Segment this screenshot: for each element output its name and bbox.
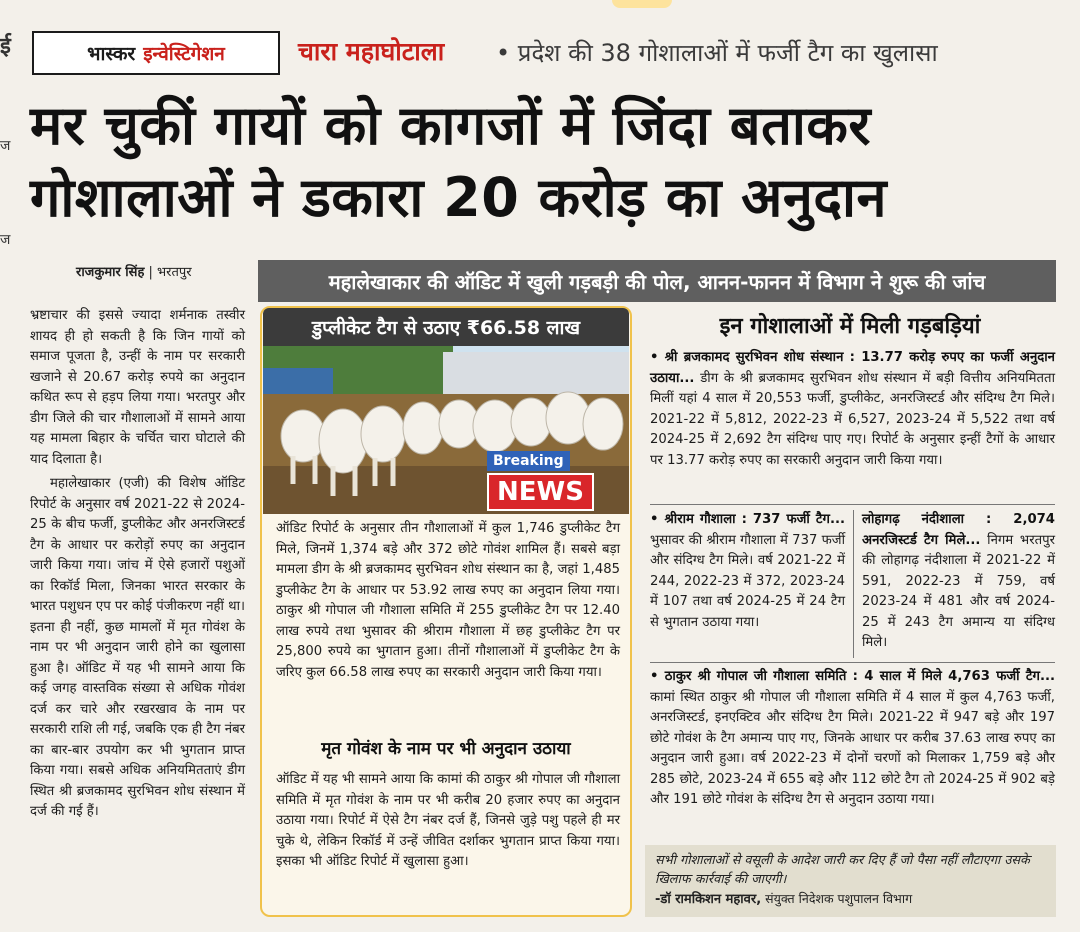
quote-box (645, 845, 1056, 917)
middle-subtitle: मृत गोवंश के नाम पर भी अनुदान उठाया (321, 739, 571, 759)
divider (650, 662, 1055, 663)
section-brajkamad (650, 348, 1055, 471)
headline-line-2: गोशालाओं ने डकारा 20 करोड़ का अनुदान (30, 166, 887, 229)
section-brajkamad-body: डीग के श्री ब्रजकामद सुरभिवन शोध संस्थान में बड़ी वित्तीय अनियमितता मिलीं यहां 4 साल में 20,553 फर्जी, डुप्लीकेट, अनरजिस्टर्ड और संदिग्ध टैग मिले। 2021-22 में 5,812, 2022-23 में 6,527, 2023-24 में 5,522 तथा वर्ष 2024-25 में 2,692 टैग संदिग्ध पाए गए। रिपोर्ट के अनुसार इन्हीं टैगों के आधार पर 13.77 करोड़ रुपए का सरकारी अनुदान जारी किया गया। (650, 370, 1055, 468)
margin-mark: ज (0, 138, 11, 154)
left-paragraph-1: भ्रष्टाचार की इससे ज्यादा शर्मनाक तस्वीर शायद ही हो सकती है कि जिन गायों को समाज पूजता है, उन्हीं के नाम पर सरकारी खजाने से 20.67 करोड़ रुपये का अनुदान कथित रूप से हड़प लिया गया। भरतपुर और डीग जिले की चार गौशालाओं में सामने आया यह मामला बिहार के चर्चित चारा घोटाले की याद दिलाता है। (30, 308, 245, 467)
section-gopalji-head: • ठाकुर श्री गोपाल जी गौशाला समिति : 4 साल में मिले 4,763 फर्जी टैग... (650, 669, 1055, 684)
kicker-label: चारा महाघोटाला (298, 37, 445, 66)
left-paragraph-2: महालेखाकार (एजी) की विशेष ऑडिट रिपोर्ट के अनुसार वर्ष 2021-22 से 2024-25 के बीच फर्जी, डुप्लीकेट और अनरजिस्टर्ड टैग के आधार पर करोड़ों रुपए का अनुदान जारी किया गया। जांच में ऐसे हजारों पशुओं का रिकॉर्ड मिला, जिनका भारत सरकार के भारत पशुधन एप पर कोई पंजीकरण नहीं था। इतना ही नहीं, कुछ मामलों में मृत गोवंश के नाम पर भी अनुदान जारी होने का खुलासा हुआ है। ऑडिट में यह भी सामने आया कि कई जगह वास्तविक संख्या से अधिक गोवंश दर्ज कर चारे और रखरखाव के नाम पर सरकारी राशि ली गई, जबकि एक ही टैग नंबर का बार-बार उपयोग कर भी भुगतान प्राप्त किया गया। सबसे अधिक अनियमितताएं डीग स्थित श्री ब्रजकामद सुरभिवन शोध संस्थान में दर्ज की गई हैं। (30, 476, 245, 819)
headline (30, 90, 1060, 234)
section-lohagarh-head: लोहागढ़ नंदीशाला : 2,074 अनरजिस्टर्ड टैग मिले... (862, 512, 1055, 548)
quote-role: संयुक्त निदेशक पशुपालन विभाग (761, 891, 913, 906)
section-gopalji-body: कामां स्थित ठाकुर श्री गोपाल जी गौशाला समिति में 4 साल में कुल 4,763 फर्जी, अनरजिस्टर्ड, इनएक्टिव और संदिग्ध टैग मिले। 2021-22 में 947 बड़े और 197 छोटे गोवंश के टैग अमान्य पाए गए, जिनके आधार पर करीब 37.63 लाख रुपए का अनुदान जारी हुआ। वर्ष 2022-23 में दोनों चरणों को मिलाकर 1,759 बड़े और 285 छोटे, 2023-24 में 655 बड़े और 112 छोटे टैग तो 2024-25 में 902 बड़े और 191 छोटे गोवंश के संदिग्ध टैग से अनुदान उठाया गया। (650, 689, 1055, 807)
quote-name: -डॉ रामकिशन महावर, (655, 892, 762, 907)
left-column (30, 306, 245, 823)
middle-paragraph-1: ऑडिट रिपोर्ट के अनुसार तीन गौशालाओं में कुल 1,746 डुप्लीकेट टैग मिले, जिनमें 1,374 बड़े और 372 छोटे गोवंश शामिल हैं। सबसे बड़ा मामला डीग के श्री ब्रजकामद सुरभिवन शोध संस्थान का है, जहां 1,485 डुप्लीकेट टैग के आधार पर 53.92 लाख रुपए का अनुदान लिया गया। ठाकुर श्री गोपाल जी गौशाला समिति में 255 डुप्लीकेट टैग पर 12.40 लाख रुपये तथा भुसावर की श्रीराम गौशाला में छह डुप्लीकेट टैग पर 25,800 रुपये का भुगतान हुआ। तीनों गौशालाओं में डुप्लीकेट टैग के जरिए कुल 66.58 लाख रुपए का सरकारी अनुदान जारी किया गया। (276, 521, 620, 680)
quote-text: सभी गोशालाओं से वसूली के आदेश जारी कर दिए हैं जो पैसा नहीं लौटाएगा उसके खिलाफ कार्रवाई की जाएगी। (655, 853, 1030, 887)
kicker-text: • प्रदेश की 38 गोशालाओं में फर्जी टैग का खुलासा (496, 39, 938, 67)
section-brajkamad-head: • श्री ब्रजकामद सुरभिवन शोध संस्थान : 13.77 करोड़ रुपए का फर्जी अनुदान उठाया... (650, 350, 1055, 386)
byline-author: राजकुमार सिंह (76, 265, 145, 280)
margin-mark: ई (0, 34, 11, 59)
divider (650, 504, 1055, 505)
breaking-news-badge (487, 450, 594, 511)
section-lohagarh (862, 510, 1055, 654)
breaking-label: Breaking (487, 451, 570, 471)
byline (76, 262, 192, 280)
margin-mark: ज (0, 232, 11, 248)
subhead-banner: महालेखाकार की ऑडिट में खुली गड़बड़ी की पोल, आनन-फानन में विभाग ने शुरू की जांच (258, 260, 1056, 302)
quote-signature (655, 889, 1046, 909)
top-decoration (612, 0, 672, 8)
brand-section: इन्वेस्टिगेशन (143, 43, 225, 65)
section-shriram-body: भुसावर की श्रीराम गौशाला में 737 फर्जी और संदिग्ध टैग मिले। वर्ष 2021-22 में 244, 2022-23 में 372, 2023-24 में 107 तथा वर्ष 2024-25 में 24 टैग से भुगतान उठाया गया। (650, 532, 845, 630)
section-shriram (650, 510, 845, 633)
divider (853, 510, 854, 658)
byline-place: | भरतपुर (148, 265, 192, 280)
right-title: इन गोशालाओं में मिली गड़बड़ियां (719, 314, 981, 339)
news-label: NEWS (487, 473, 594, 511)
headline-line-1: मर चुकीं गायों को कागजों में जिंदा बताकर (30, 94, 871, 157)
middle-paragraph-2: ऑडिट में यह भी सामने आया कि कामां की ठाकुर श्री गोपाल जी गौशाला समिति में मृत गोवंश के नाम पर भी करीब 20 हजार रुपए का अनुदान उठाया गया। रिपोर्ट में ऐसे टैग नंबर दर्ज हैं, जिनसे जुड़े पशु पहले ही मर चुके थे, लेकिन रिकॉर्ड में उन्हें जीवित दर्शाकर भुगतान प्राप्त किया गया। इसका भी ऑडिट रिपोर्ट में खुलासा हुआ। (276, 772, 620, 869)
brand-box (32, 31, 280, 75)
section-shriram-head: • श्रीराम गौशाला : 737 फर्जी टैग... (650, 512, 845, 527)
section-lohagarh-body: निगम भरतपुर की लोहागढ़ नंदीशाला में 2021-22 में 591, 2022-23 में 759, वर्ष 2023-24 में 481 और वर्ष 2024-25 में 243 टैग अमान्य या संदिग्ध मिले। (862, 532, 1055, 650)
middle-title: डुप्लीकेट टैग से उठाए ₹66.58 लाख (263, 308, 629, 346)
section-gopalji (650, 667, 1055, 811)
brand-name: भास्कर (87, 43, 136, 65)
